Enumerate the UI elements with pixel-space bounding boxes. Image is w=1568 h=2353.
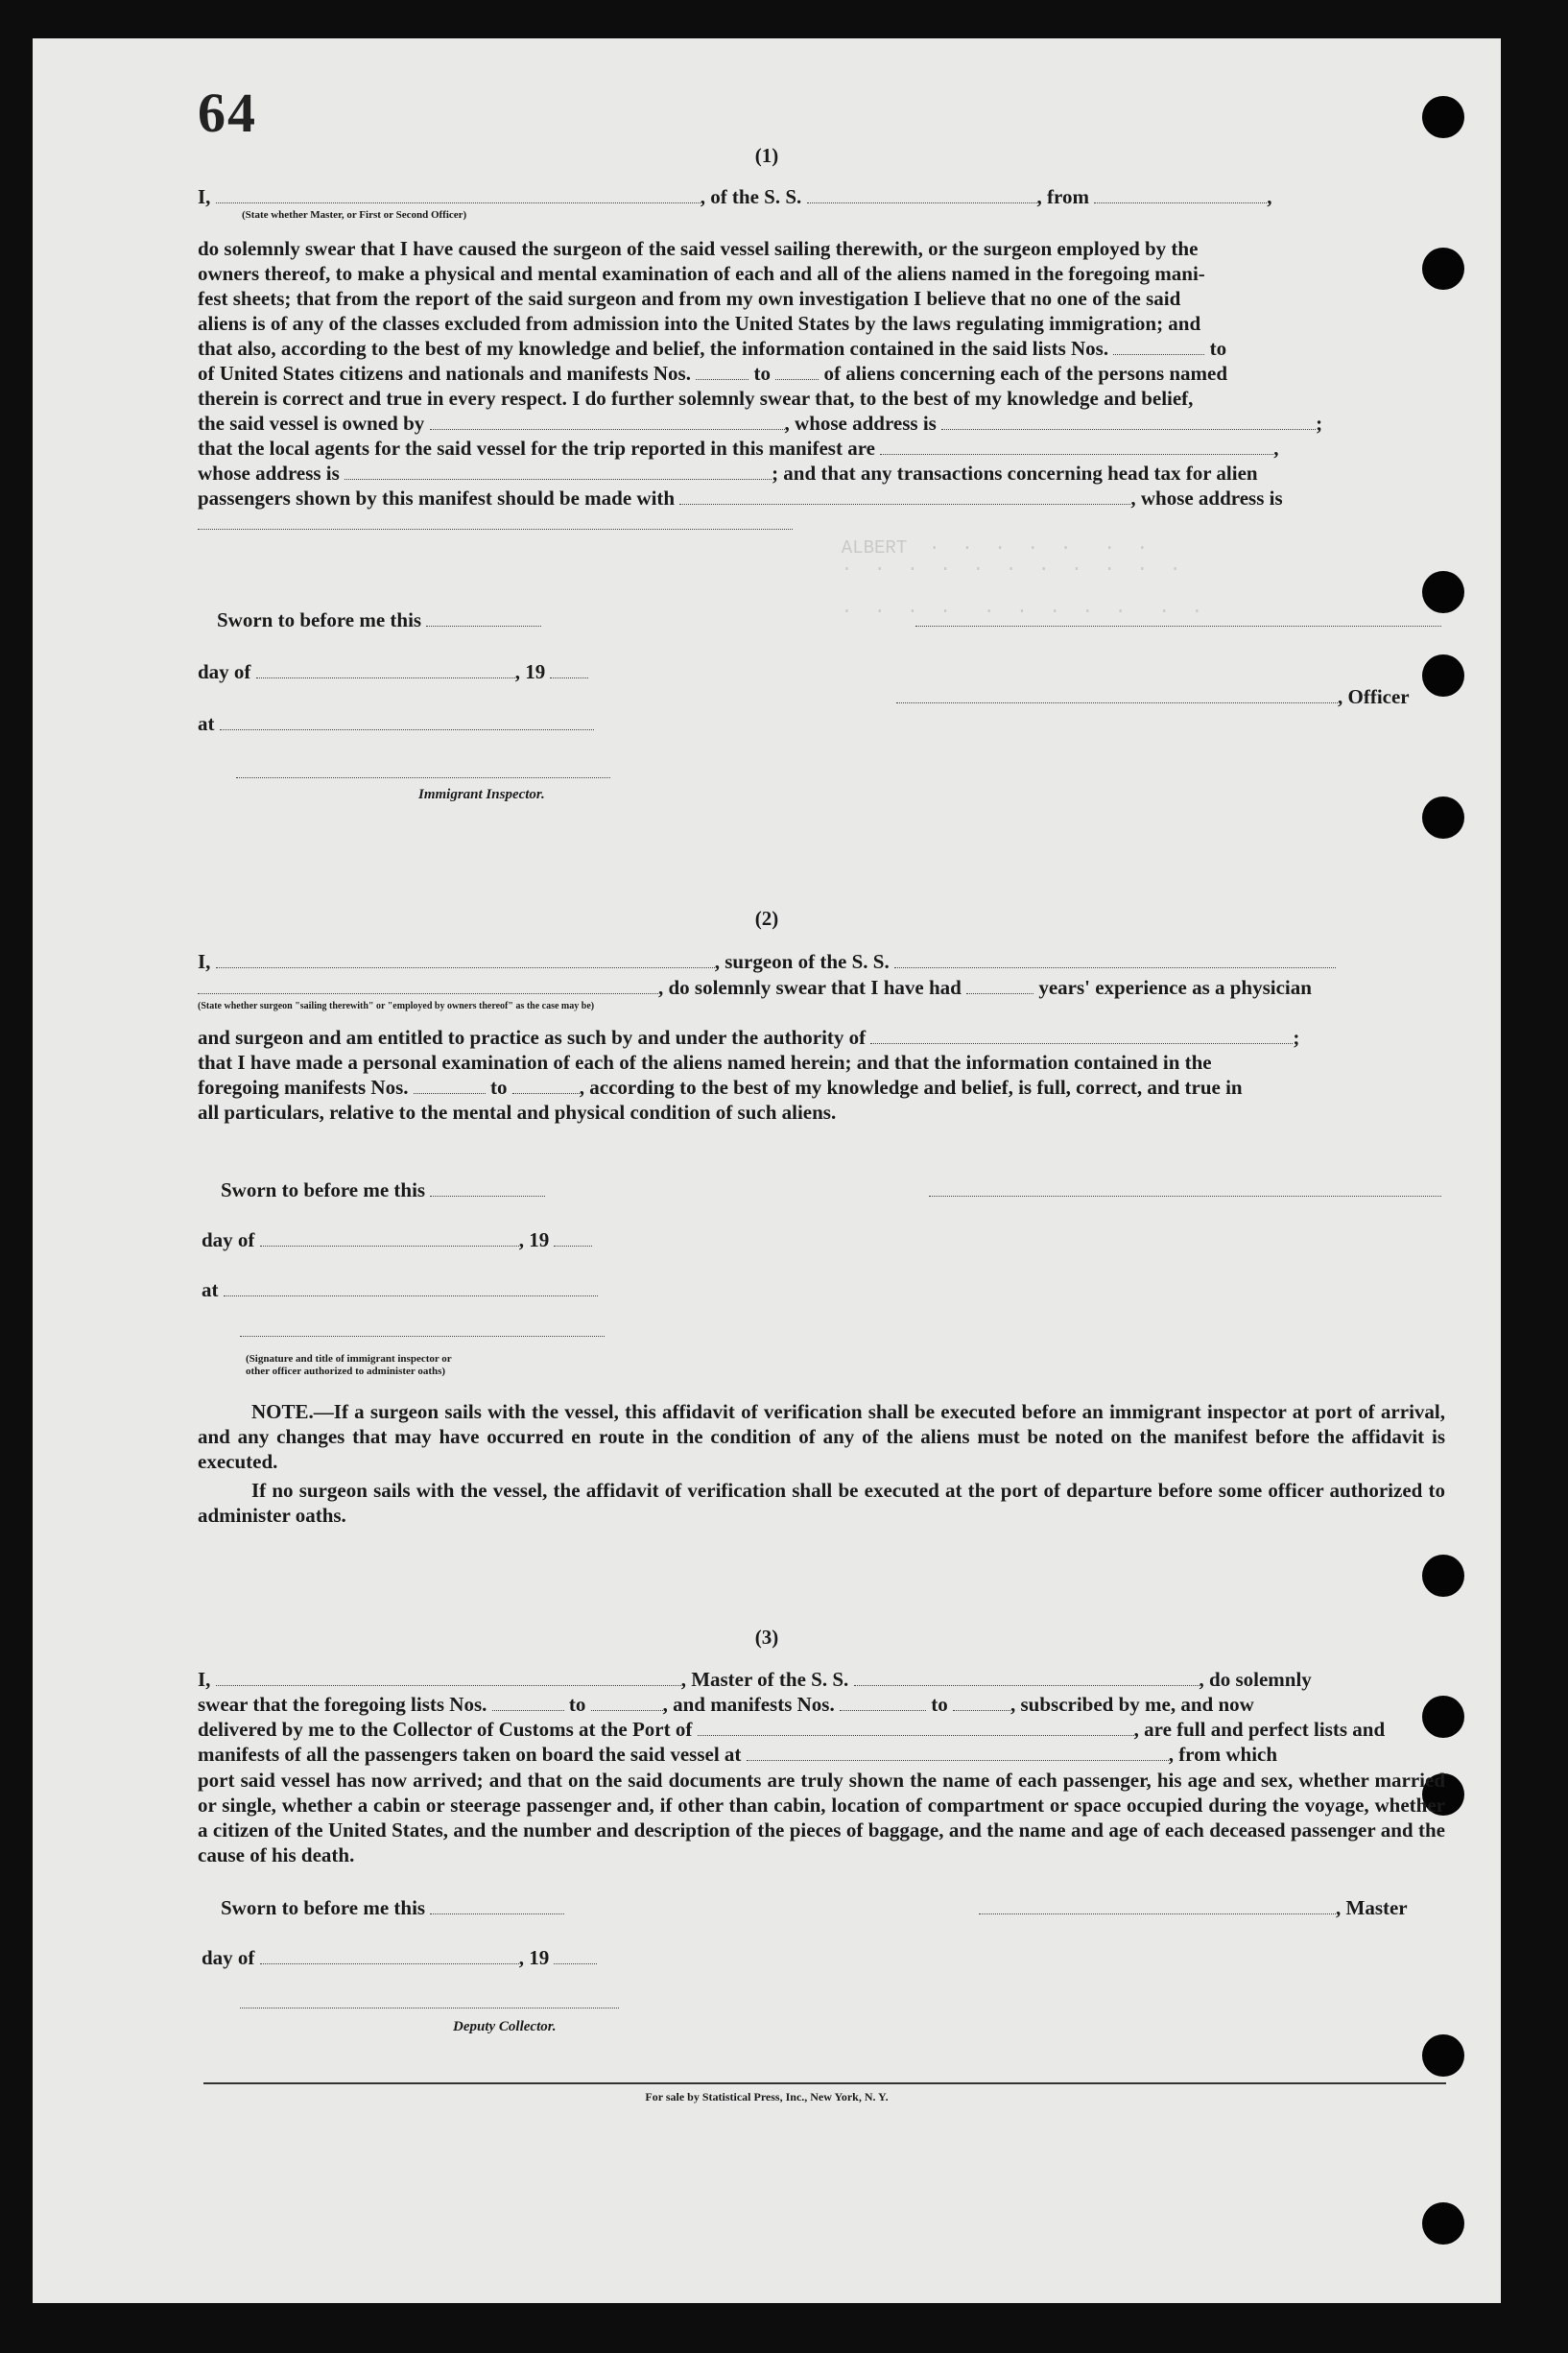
body-line: owners thereof, to make a physical and mental examination of each and all of the aliens named in the foregoing mani-	[198, 262, 1205, 285]
surgeon-signature-field[interactable]	[929, 1178, 1441, 1197]
section-2-heading: (2)	[754, 907, 779, 930]
citizen-list-from-field[interactable]	[1113, 337, 1204, 355]
sworn-month-field[interactable]	[256, 660, 515, 678]
punch-hole	[1422, 571, 1464, 613]
section-2-line-2: , do solemnly swear that I have had years' experience as a physician	[198, 976, 1312, 1000]
officer-signature-field[interactable]	[240, 1319, 605, 1337]
officer-signature-field[interactable]	[896, 685, 1338, 703]
footer-rule	[203, 2082, 1446, 2084]
document-page	[33, 38, 1501, 2303]
signature-title-note-1: (Signature and title of immigrant inspector or	[246, 1353, 452, 1365]
collector-signature-field[interactable]	[240, 1990, 619, 2008]
section-1-at: at	[198, 712, 594, 736]
sworn-place-field[interactable]	[220, 712, 594, 730]
body-line: therein is correct and true in every respect. I do further solemnly swear that, to the best of my knowledge and belief,	[198, 387, 1194, 410]
surgeon-status-field[interactable]	[198, 976, 658, 994]
master-name-field[interactable]	[216, 1668, 681, 1686]
surgeon-manifest-to-field[interactable]	[512, 1076, 580, 1094]
sworn-month-field[interactable]	[260, 1228, 519, 1247]
punch-hole	[1422, 2034, 1464, 2077]
punch-hole	[1422, 96, 1464, 138]
section-3-line-4: manifests of all the passengers taken on board the said vessel at , from which	[198, 1743, 1278, 1766]
surgeon-name-field[interactable]	[216, 950, 715, 968]
section-3-sworn: Sworn to before me this	[221, 1896, 564, 1920]
body-line: do solemnly swear that I have caused the surgeon of the said vessel sailing therewith, or the surgeon employed by the	[198, 237, 1199, 260]
signature-field[interactable]	[915, 608, 1441, 627]
inspector-signature-field[interactable]	[236, 760, 610, 778]
section-3-line-2: swear that the foregoing lists Nos. to , and manifests Nos. to , subscribed by me, and now	[198, 1693, 1254, 1716]
section-1-heading: (1)	[754, 144, 779, 167]
punch-hole	[1422, 654, 1464, 697]
lists-from-field[interactable]	[492, 1693, 564, 1711]
manifest-from-field[interactable]	[696, 362, 748, 380]
printer-footer: For sale by Statistical Press, Inc., New York, N. Y.	[645, 2090, 889, 2103]
sworn-day-field[interactable]	[430, 1178, 545, 1197]
section-3-heading: (3)	[754, 1626, 779, 1649]
body-line: and surgeon and am entitled to practice as such by and under the authority of ;	[198, 1026, 1300, 1049]
section-1-day-of: day of , 19	[198, 660, 588, 684]
body-line: of United States citizens and nationals and manifests Nos. to of aliens concerning each of the persons named	[198, 362, 1228, 385]
body-line: whose address is ; and that any transactions concerning head tax for alien	[198, 462, 1258, 485]
label-i: I,	[198, 185, 211, 208]
body-line: that also, according to the best of my knowledge and belief, the information contained in the said lists Nos. to	[198, 337, 1227, 360]
punch-hole	[1422, 1696, 1464, 1738]
immigrant-inspector-caption: Immigrant Inspector.	[418, 787, 545, 802]
surgeon-status-note: (State whether surgeon "sailing therewith" or "employed by owners thereof" as the case may be)	[198, 1001, 595, 1011]
body-line: that I have made a personal examination of each of the aliens named herein; and that the information contained in the	[198, 1051, 1212, 1074]
body-line	[198, 511, 1445, 535]
section-2-body	[198, 1025, 1445, 1125]
section-1-master-signature	[915, 608, 1441, 632]
section-2-day-of: day of , 19	[202, 1228, 592, 1252]
section-3-line-3: delivered by me to the Collector of Customs at the Port of , are full and perfect lists and	[198, 1718, 1386, 1741]
owner-address-field[interactable]	[941, 412, 1316, 430]
note-text-2: If no surgeon sails with the vessel, the affidavit of verification shall be executed at the port of departure before some officer authorized to administer oaths.	[198, 1479, 1445, 1527]
punch-hole	[1422, 1555, 1464, 1597]
officer-name-field[interactable]	[216, 185, 701, 203]
section-2-sworn: Sworn to before me this	[221, 1178, 545, 1202]
manifests-to-field[interactable]	[953, 1693, 1010, 1711]
section-2-line-1: I, , surgeon of the S. S.	[198, 950, 1336, 974]
sworn-year-field[interactable]	[554, 1946, 597, 1964]
body-line: aliens is of any of the classes excluded from admission into the United States by the laws regulating immigration; and	[198, 312, 1201, 335]
master-vessel-field[interactable]	[854, 1668, 1200, 1686]
label-of-ss: , of the S. S.	[700, 185, 802, 208]
agents-address-field[interactable]	[344, 462, 772, 480]
section-1-body	[198, 236, 1445, 535]
local-agents-field[interactable]	[880, 437, 1273, 455]
authority-field[interactable]	[870, 1026, 1293, 1044]
section-1-line-1: I, , of the S. S. , from ,	[198, 185, 1272, 208]
section-3-day-of: day of , 19	[202, 1946, 597, 1970]
head-tax-party-field[interactable]	[679, 487, 1130, 505]
officer-title-note: (State whether Master, or First or Second Officer)	[242, 209, 467, 221]
sworn-year-field[interactable]	[554, 1228, 592, 1247]
section-2-at: at	[202, 1278, 598, 1302]
section-2-officer-line	[240, 1319, 605, 1343]
bleed-through-text: ALBERT · · · · · · · · · · · · · · · · · · · · · · · · · · · · ·	[841, 537, 1203, 622]
port-from-field[interactable]	[1094, 185, 1267, 203]
body-line: all particulars, relative to the mental and physical condition of such aliens.	[198, 1101, 837, 1124]
master-signature-field[interactable]	[979, 1896, 1336, 1914]
punch-hole	[1422, 796, 1464, 839]
surgeon-manifest-from-field[interactable]	[414, 1076, 486, 1094]
section-3-collector-line	[240, 1990, 619, 2014]
body-line: fest sheets; that from the report of the said surgeon and from my own investigation I believe that no one of the said	[198, 287, 1181, 310]
deputy-collector-caption: Deputy Collector.	[453, 2019, 557, 2034]
manifests-from-field[interactable]	[840, 1693, 926, 1711]
body-line: foregoing manifests Nos. to , according to the best of my knowledge and belief, is full, correct, and true in	[198, 1076, 1243, 1099]
vessel-owner-field[interactable]	[430, 412, 785, 430]
note-text-1: —If a surgeon sails with the vessel, this affidavit of verification shall be executed before an immigrant inspector at port of arrival, and any changes that may have occurred en route in the condition of any of the aliens must be noted on the manifest before the affidavit is executed.	[198, 1400, 1445, 1473]
section-3-master-signature: , Master	[979, 1896, 1408, 1920]
port-of-entry-field[interactable]	[698, 1718, 1134, 1736]
sworn-day-field[interactable]	[430, 1896, 564, 1914]
body-line: passengers shown by this manifest should be made with , whose address is	[198, 487, 1283, 510]
section-1-officer-signature: , Officer	[896, 685, 1410, 709]
page-number: 64	[198, 82, 257, 144]
sworn-place-field[interactable]	[224, 1278, 598, 1296]
surgeon-vessel-field[interactable]	[894, 950, 1336, 968]
punch-hole	[1422, 2202, 1464, 2245]
manifest-to-field[interactable]	[775, 362, 819, 380]
sworn-day-field[interactable]	[426, 608, 541, 627]
section-1-sworn: Sworn to before me this	[217, 608, 541, 632]
section-2-surgeon-signature	[929, 1178, 1441, 1202]
section-1-inspector-line	[236, 760, 610, 784]
sworn-month-field[interactable]	[260, 1946, 519, 1964]
vessel-name-field[interactable]	[807, 185, 1037, 203]
section-3-line-1: I, , Master of the S. S. , do solemnly	[198, 1668, 1312, 1691]
boarding-port-field[interactable]	[747, 1743, 1169, 1761]
section-3-body: port said vessel has now arrived; and that on the said documents are truly shown the name of each passenger, his age and sex, whether married or single, whether a cabin or steerage passenger and, if other than cabin, location of compartment or space occupied during the voyage, whether a citizen of the United States, and the number and description of the pieces of baggage, and the name and age of each deceased passenger and the cause of his death.	[198, 1769, 1445, 1866]
head-tax-address-field[interactable]	[198, 511, 793, 530]
body-line: that the local agents for the said vessel for the trip reported in this manifest are ,	[198, 437, 1279, 460]
note-paragraph	[198, 1399, 1445, 1474]
body-line: the said vessel is owned by , whose address is ;	[198, 412, 1323, 435]
label-from: , from	[1036, 185, 1089, 208]
note-label: NOTE.	[251, 1400, 314, 1423]
years-experience-field[interactable]	[966, 976, 1033, 994]
lists-to-field[interactable]	[591, 1693, 663, 1711]
signature-title-note-2: other officer authorized to administer oaths)	[246, 1366, 446, 1377]
note-paragraph-2	[198, 1478, 1445, 1528]
sworn-year-field[interactable]	[550, 660, 588, 678]
